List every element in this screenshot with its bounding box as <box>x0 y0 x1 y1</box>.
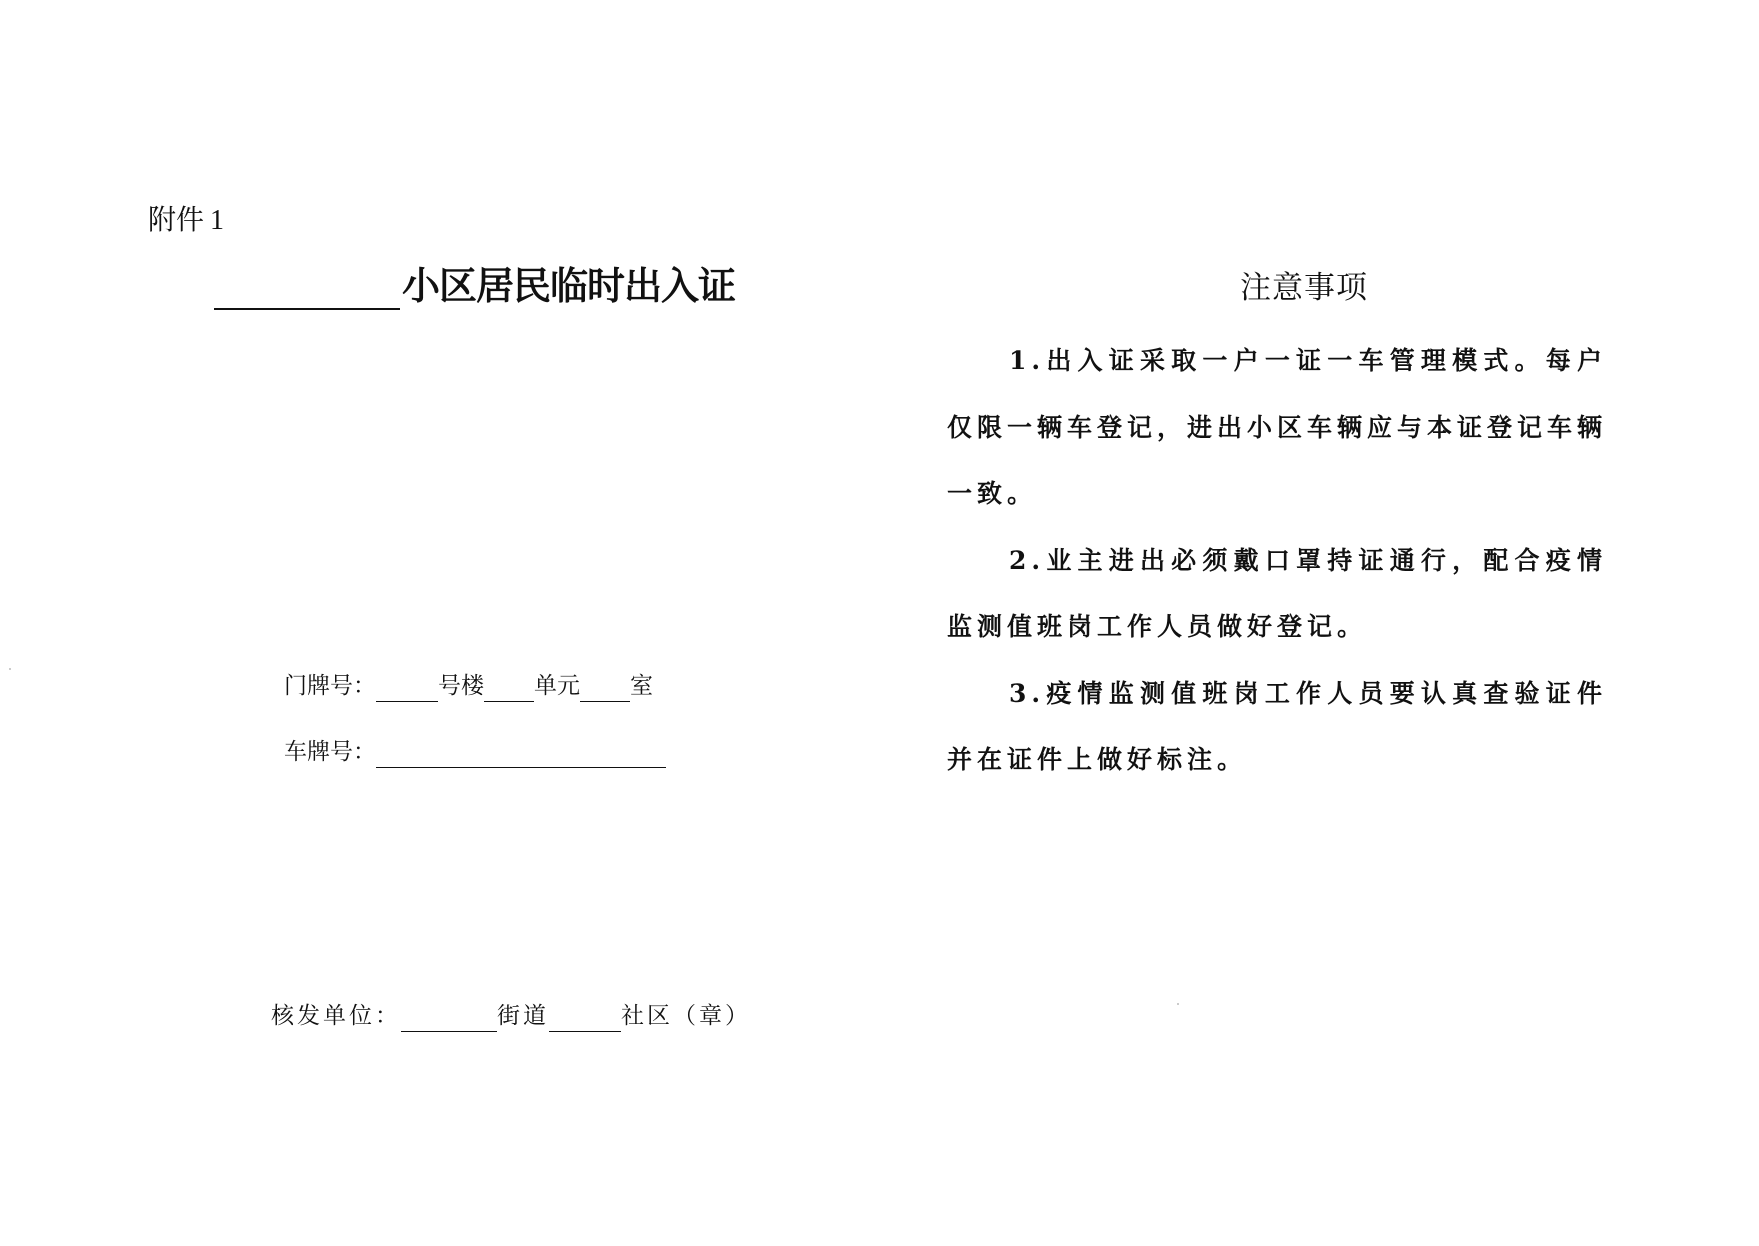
door-number-label: 门牌号： <box>284 673 376 699</box>
room-suffix: 室 <box>630 673 653 699</box>
building-blank <box>376 673 438 702</box>
scan-speck <box>9 668 11 670</box>
community-suffix: 社区（章） <box>621 1003 751 1029</box>
unit-blank <box>484 673 534 702</box>
issuer-label: 核发单位： <box>271 1003 401 1029</box>
plate-number-label: 车牌号： <box>284 739 376 765</box>
notice-item-3: 3.疫情监测值班岗工作人员要认真查验证件并在证件上做好标注。 <box>947 678 1607 774</box>
room-blank <box>580 673 630 702</box>
notice-item-2: 2.业主进出必须戴口罩持证通行，配合疫情监测值班岗工作人员做好登记。 <box>947 545 1607 641</box>
plate-number-row <box>284 736 666 768</box>
attachment-number: 1 <box>210 205 225 236</box>
plate-number-blank <box>376 739 666 768</box>
street-blank <box>401 1005 497 1032</box>
issuer-row <box>271 1000 751 1032</box>
attachment-label <box>148 200 224 241</box>
building-suffix: 号楼 <box>438 673 484 699</box>
unit-suffix: 单元 <box>534 673 580 699</box>
street-suffix: 街道 <box>497 1003 549 1029</box>
pass-title: 小区居民临时出入证 <box>402 264 736 308</box>
notice-item-1: 1.出入证采取一户一证一车管理模式。每户仅限一辆车登记，进出小区车辆应与本证登记车辆一致。 <box>947 346 1608 508</box>
door-number-row <box>284 670 653 702</box>
scan-speck <box>1177 1003 1179 1005</box>
pass-title-row <box>214 262 735 310</box>
community-name-blank <box>214 264 400 310</box>
attachment-label-text: 附件 <box>148 203 205 236</box>
community-blank <box>549 1005 621 1032</box>
notice-title: 注意事项 <box>1240 270 1368 306</box>
notice-list <box>947 328 1607 794</box>
